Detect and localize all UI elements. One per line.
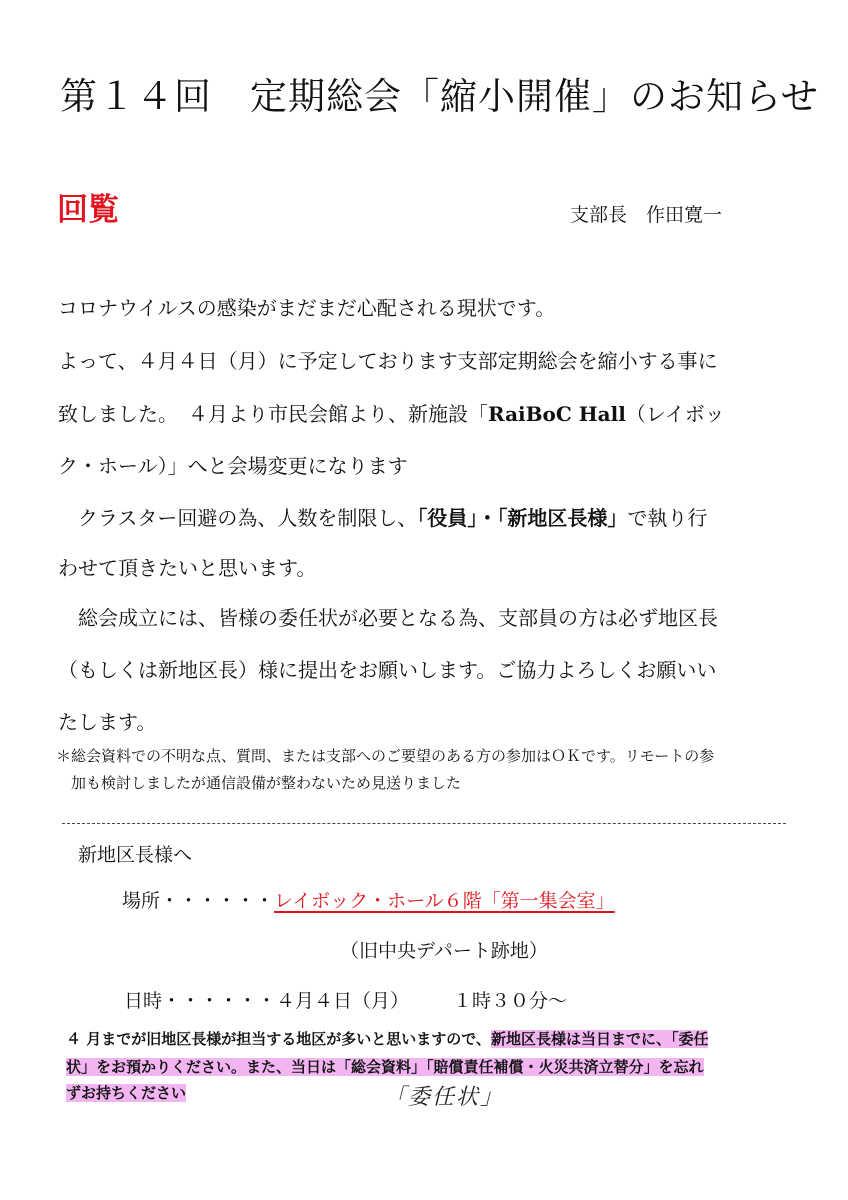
place-row bbox=[122, 886, 615, 913]
body-line-5 bbox=[58, 502, 707, 531]
footer-line-1a: ４ 月までが旧地区長様が担当する地区が多いと思いますので、 bbox=[66, 1030, 491, 1048]
date-value: ４月４日（月） bbox=[276, 990, 410, 1012]
body-line-6: わせて頂きたいと思います。 bbox=[58, 556, 317, 580]
footer-line-2 bbox=[66, 1056, 704, 1077]
section-heading: 新地区長様へ bbox=[78, 844, 193, 866]
place-sub: （旧中央デパート跡地） bbox=[340, 940, 548, 962]
body-line-1: コロナウイルスの感染がまだまだ心配される現状です。 bbox=[58, 296, 556, 320]
body-line-8: （もしくは新地区長）様に提出をお願いします。ご協力よろしくお願いい bbox=[58, 658, 717, 682]
date-row bbox=[124, 986, 567, 1013]
note-line-2: 加も検討しましたが通信設備が整わないため見送りました bbox=[56, 774, 462, 792]
footer-line-3-text: ずお持ちください bbox=[66, 1084, 187, 1102]
place-label: 場所・・・・・・ bbox=[122, 890, 275, 912]
body-line-9: たします。 bbox=[58, 710, 157, 734]
attendees-emphasis: 「役員」・「新地区長様」 bbox=[417, 506, 628, 530]
body-line-3c: （レイボッ bbox=[625, 402, 725, 426]
body-line-5a: クラスター回避の為、人数を制限し、 bbox=[58, 506, 418, 530]
body-line-3 bbox=[58, 398, 725, 427]
place-value: レイボック・ホール６階「第一集会室」 bbox=[274, 890, 615, 912]
body-line-4: ク・ホール）」へと会場変更になります bbox=[58, 454, 408, 478]
footer-line-2-text: 状」をお預かりください。また、当日は「総会資料」「賠償責任補償・火災共済立替分」を忘れ bbox=[66, 1058, 704, 1076]
footer-line-1 bbox=[66, 1028, 708, 1049]
author-line: 支部長 作田寛一 bbox=[570, 204, 723, 226]
date-label: 日時・・・・・・ bbox=[124, 990, 277, 1012]
circulation-label: 回覧 bbox=[57, 192, 119, 228]
body-line-2: よって、４月４日（月）に予定しております支部定期総会を縮小する事に bbox=[58, 349, 718, 373]
document-title: 第１４回 定期総会「縮小開催」のお知らせ bbox=[60, 75, 819, 118]
handwritten-note: 「委任状」 bbox=[384, 1085, 505, 1110]
body-line-3a: 致しました。 ４月より市民会館より、新施設「 bbox=[58, 402, 488, 426]
body-line-7: 総会成立には、皆様の委任状が必要となる為、支部員の方は必ず地区長 bbox=[58, 606, 718, 630]
body-line-5c: で執り行 bbox=[627, 506, 708, 530]
note-line-1: ＊総会資料での不明な点、質問、または支部へのご要望のある方の参加はＯＫです。リモートの参 bbox=[56, 747, 715, 765]
footer-line-3 bbox=[66, 1082, 186, 1103]
time-value: １時３０分～ bbox=[453, 990, 568, 1012]
dashed-divider bbox=[62, 823, 786, 824]
footer-line-1b: 新地区長様は当日までに、「委任 bbox=[490, 1030, 709, 1048]
venue-name-en: RaiBoC Hall bbox=[488, 402, 626, 426]
